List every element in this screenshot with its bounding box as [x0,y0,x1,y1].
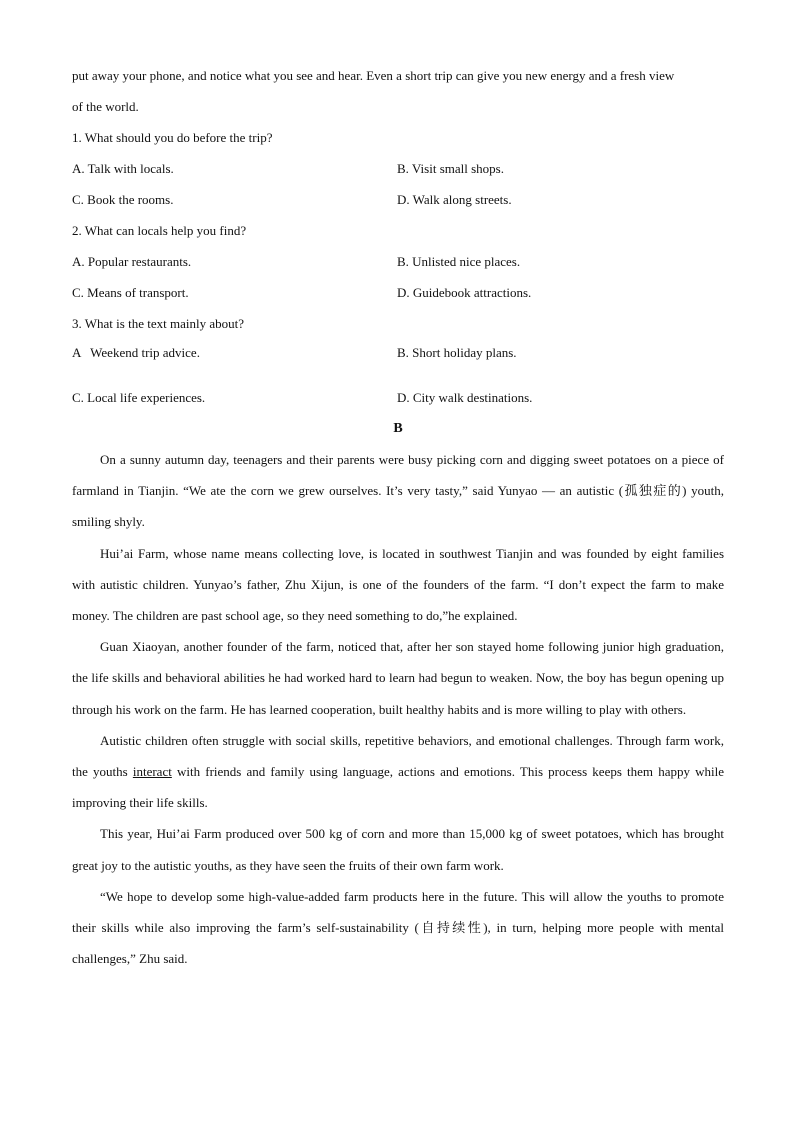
paragraph-4 [72,725,724,819]
paragraph-1: On a sunny autumn day, teenagers and their parents were busy picking corn and digging sweet potatoes on a piece of farmland in Tianjin. “We ate the corn we grew ourselves. It’s very tasty,” said Yunyao — an autistic (孤独症的) youth, smiling shyly. [72,452,724,530]
document-page [72,60,724,974]
option-d: D. City walk destinations. [397,390,533,405]
intro-tail-line-1: put away your phone, and notice what you see and hear. Even a short trip can give you new energy and a fresh view [72,68,675,83]
paragraph-3: Guan Xiaoyan, another founder of the farm, noticed that, after her son stayed home following junior high graduation, the life skills and behavioral abilities he had worked hard to learn had begun to weaken. Now, the boy has begun opening up through his work on the farm. He has learned cooperation, built healthy habits and is more willing to play with others. [72,639,724,717]
section-title: B [393,421,403,436]
option-b: B. Unlisted nice places. [397,254,521,269]
option-c: C. Book the rooms. [72,192,174,207]
option-c: C. Local life experiences. [72,390,206,405]
question-stem: 3. What is the text mainly about? [72,316,244,331]
option-a: A. Talk with locals. [72,161,174,176]
question-1 [72,122,724,215]
underlined-word: interact [132,764,172,780]
question-stem: 1. What should you do before the trip? [72,130,273,145]
option-b: B. Short holiday plans. [397,345,517,360]
intro-tail-line-2: of the world. [72,99,139,114]
paragraph-4-before: Autistic children often struggle with social skills, repetitive behaviors, and emotional challenges. Through farm work, the youths [72,732,724,780]
option-b: B. Visit small shops. [397,161,504,176]
option-row [72,382,724,413]
option-a: A Weekend trip advice. [72,345,200,360]
paragraph-6: “We hope to develop some high-value-added farm products here in the future. This will allow the youths to promote their skills while also improving the farm’s self-sustainability (自持续性), in turn, helping more people with mental challenges,” Zhu said. [72,888,724,967]
paragraph-5: This year, Hui’ai Farm produced over 500 kg of corn and more than 15,000 kg of sweet potatoes, which has brought great joy to the autistic youths, as they have seen the fruits of their own farm work. [72,826,724,873]
option-row [72,339,724,382]
question-3 [72,308,724,413]
option-row [72,153,724,184]
question-2 [72,215,724,308]
option-a: A. Popular restaurants. [72,254,192,269]
option-d: D. Walk along streets. [397,192,512,207]
option-row [72,246,724,277]
option-c: C. Means of transport. [72,285,189,300]
option-row [72,184,724,215]
question-stem: 2. What can locals help you find? [72,223,247,238]
option-d: D. Guidebook attractions. [397,285,532,300]
paragraph-2: Hui’ai Farm, whose name means collecting love, is located in southwest Tianjin and was founded by eight families with autistic children. Yunyao’s father, Zhu Xijun, is one of the founders of the farm. “I don’t expect the farm to make money. The children are past school age, so they need something to do,”he explained. [72,545,724,624]
paragraph-4-after: with friends and family using language, actions and emotions. This process keeps them happy while improving their life skills. [72,764,724,811]
option-row [72,277,724,308]
